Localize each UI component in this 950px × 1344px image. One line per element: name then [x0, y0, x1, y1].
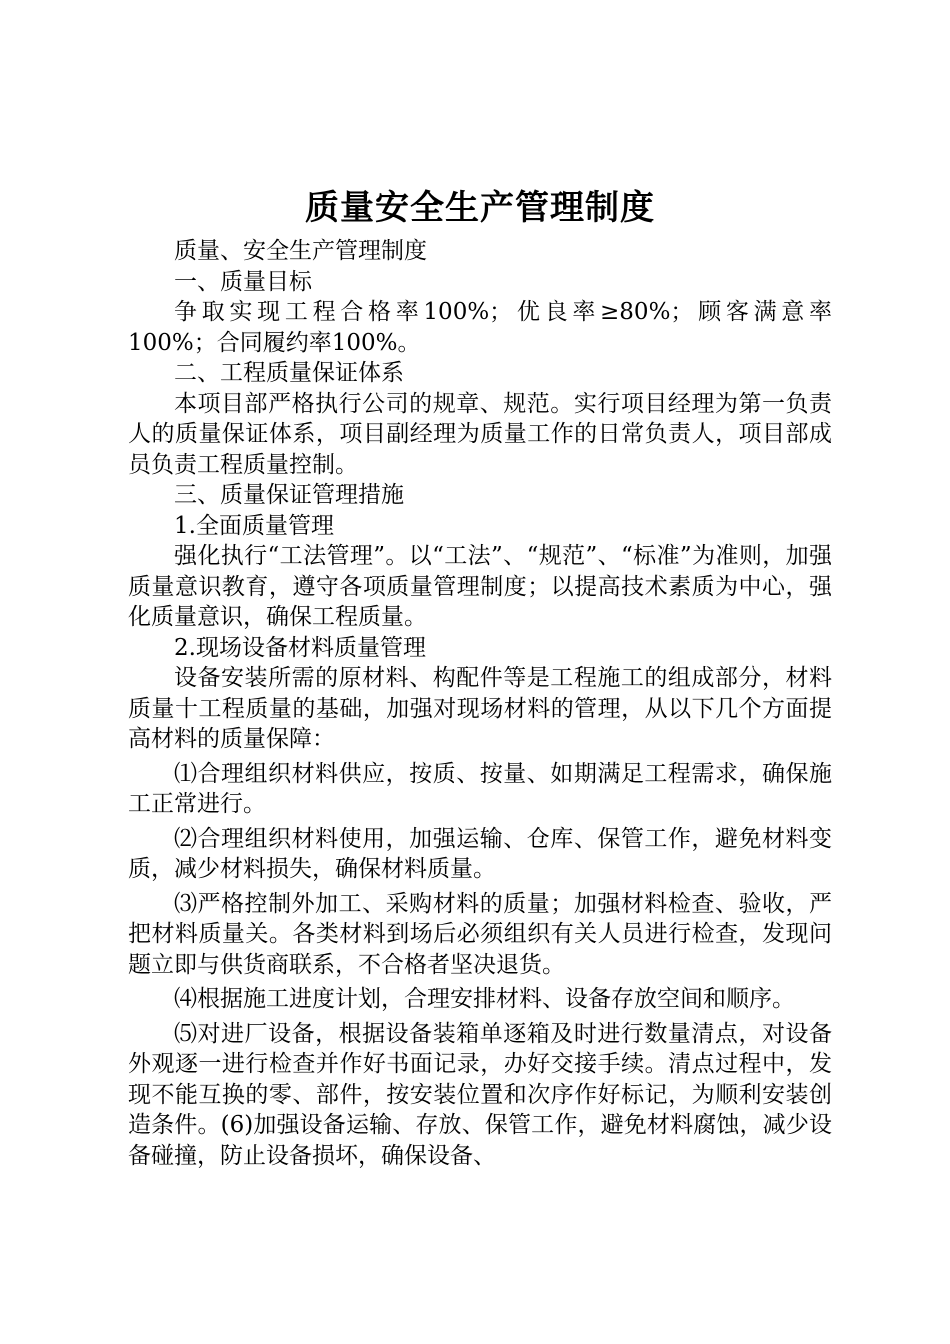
- paragraph-quality-system: 本项目部严格执行公司的规章、规范。实行项目经理为第一负责人的质量保证体系，项目副经理为质量工作的日常负责人，项目部成员负责工程质量控制。: [128, 390, 832, 478]
- heading-quality-measures: 三、质量保证管理措施: [174, 482, 404, 508]
- heading-quality-goal: 一、质量目标: [174, 268, 312, 295]
- list-item-1: ⑴合理组织材料供应，按质、按量、如期满足工程需求，确保施工正常进行。: [128, 760, 832, 817]
- list-item-2: ⑵合理组织材料使用，加强运输、仓库、保管工作，避免材料变质，减少材料损失，确保材料质量。: [128, 825, 832, 882]
- list-item-3: ⑶严格控制外加工、采购材料的质量；加强材料检查、验收，严把材料质量关。各类材料到场后必须组织有关人员进行检查，发现问题立即与供货商联系，不合格者坚决退货。: [128, 890, 832, 978]
- paragraph-quality-goal: 争取实现工程合格率100%；优良率≥80%；顾客满意率100%；合同履约率100%。: [128, 299, 832, 356]
- paragraph-subtitle: 质量、安全生产管理制度: [174, 238, 427, 264]
- subheading-material-quality: 2.现场设备材料质量管理: [174, 634, 426, 661]
- heading-quality-system: 二、工程质量保证体系: [174, 360, 404, 386]
- document-body: [128, 236, 832, 1171]
- document-title: 质量安全生产管理制度: [305, 188, 655, 228]
- paragraph-material-quality: 设备安装所需的原材料、构配件等是工程施工的组成部分，材料质量十工程质量的基础，加强对现场材料的管理，从以下几个方面提高材料的质量保障：: [128, 665, 832, 752]
- list-item-5: ⑸对进厂设备，根据设备装箱单逐箱及时进行数量清点，对设备外观逐一进行检查并作好书面记录，办好交接手续。清点过程中，发现不能互换的零、部件，按安装位置和次序作好标记，为顺利安装创造条件。(6)加强设备运输、存放、保管工作，避免材料腐蚀，减少设备碰撞，防止设备损坏，确保设备、: [128, 1020, 832, 1169]
- subheading-total-quality: 1.全面质量管理: [174, 512, 334, 539]
- list-item-4: ⑷根据施工进度计划，合理安排材料、设备存放空间和顺序。: [174, 986, 795, 1012]
- paragraph-total-quality: 强化执行“工法管理”。以“工法”、“规范”、“标准”为准则，加强质量意识教育，遵守各项质量管理制度；以提高技术素质为中心，强化质量意识，确保工程质量。: [128, 543, 832, 630]
